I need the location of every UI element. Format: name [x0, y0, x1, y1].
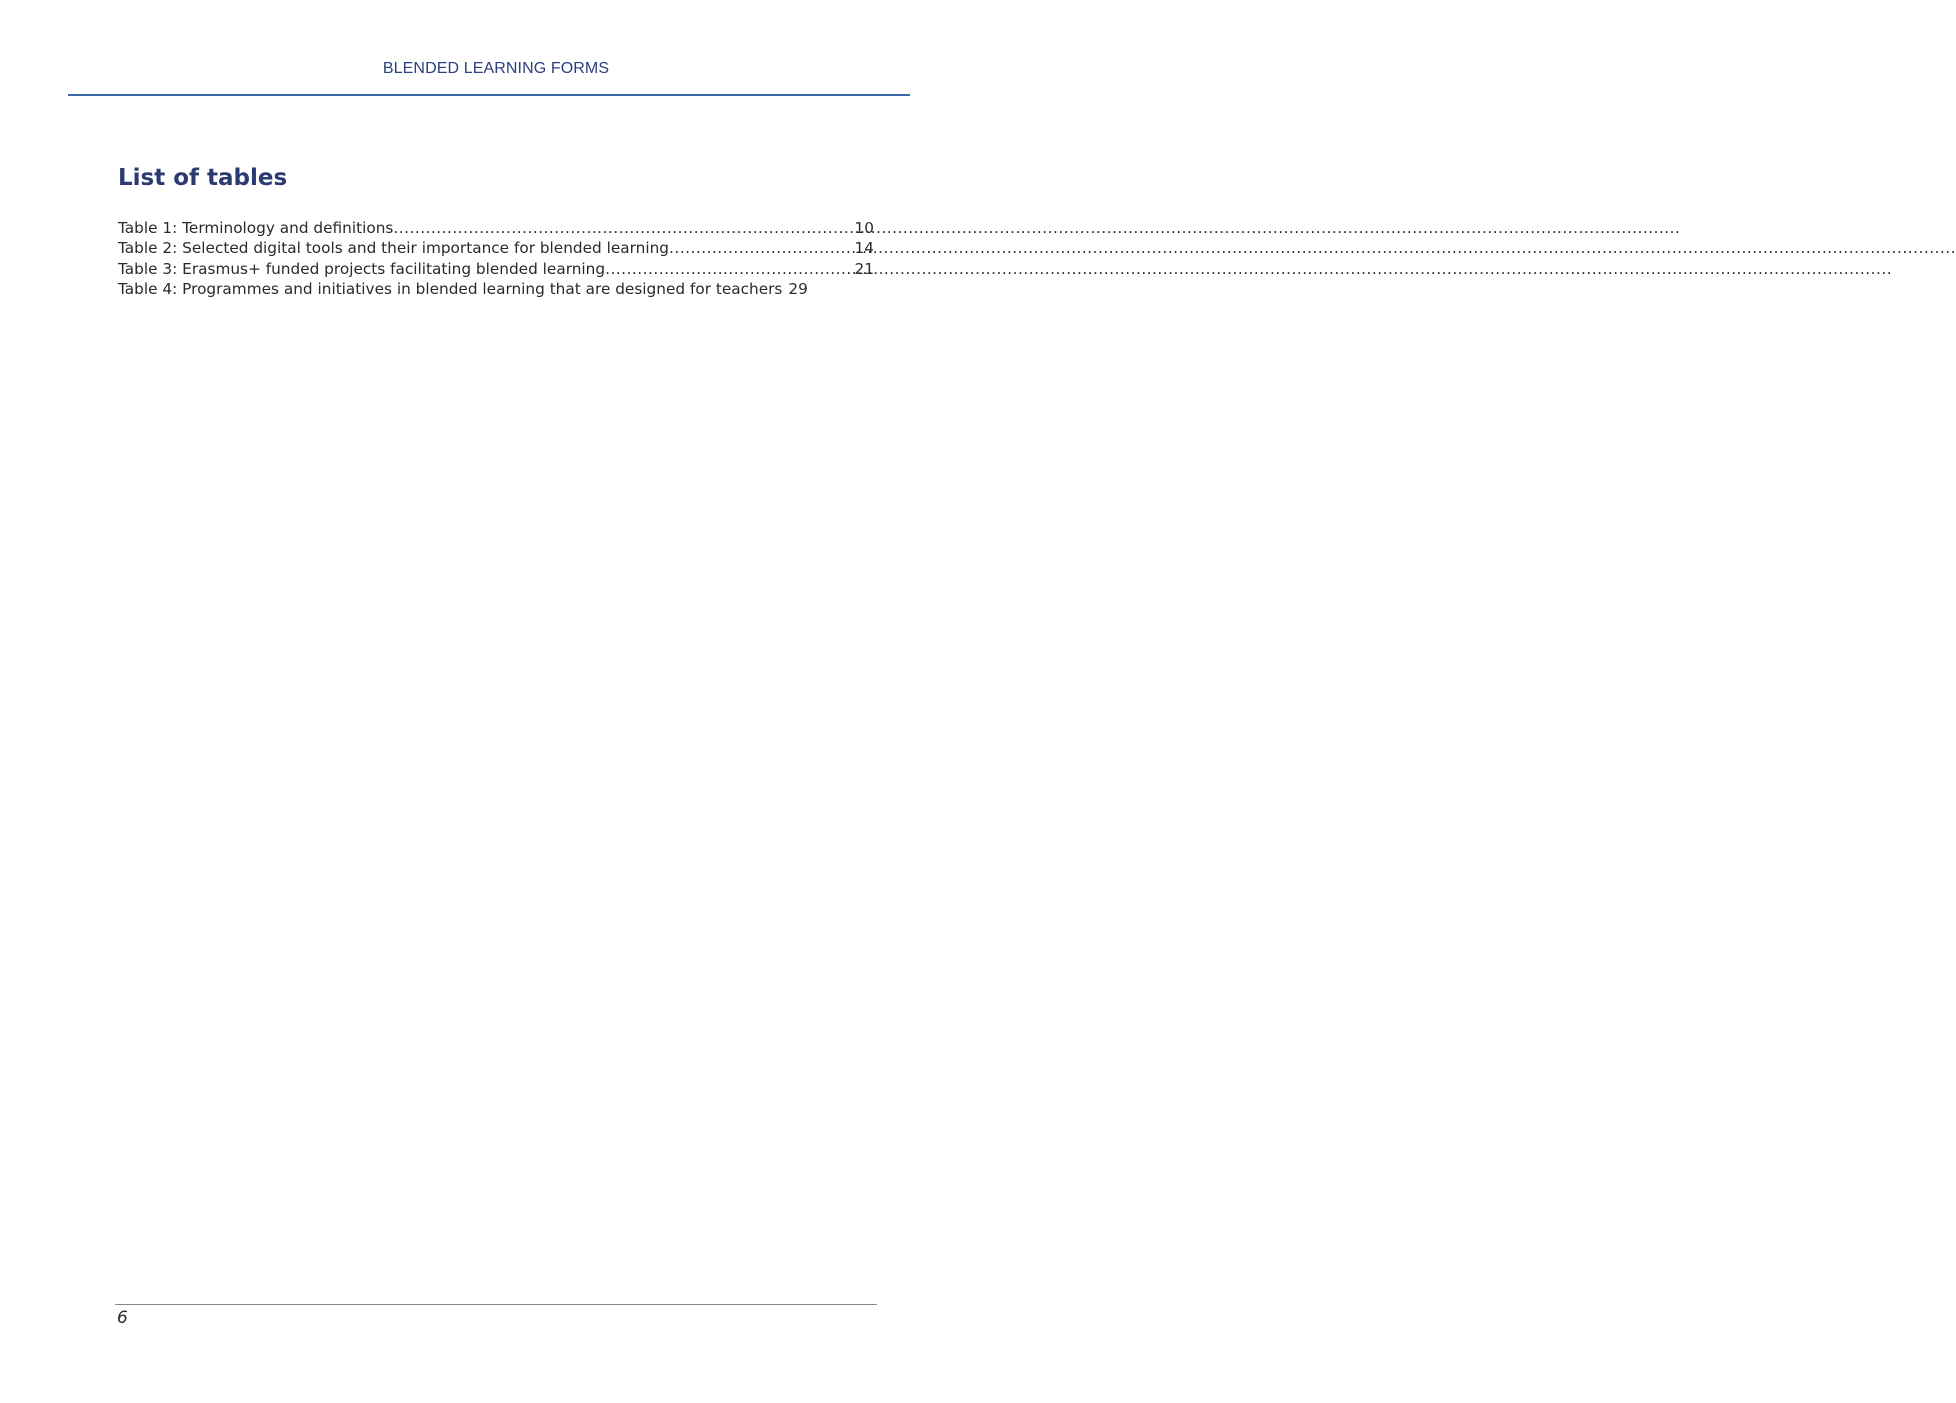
section-title: List of tables	[118, 165, 288, 191]
dot-leader	[393, 219, 853, 237]
toc-entry-label: Table 1: Terminology and definitions	[118, 219, 394, 237]
dot-leader	[669, 239, 854, 257]
toc-entry-page: 21	[854, 259, 874, 278]
toc-entry-table-3[interactable]	[118, 260, 874, 280]
dot-leader	[605, 260, 853, 278]
list-of-tables	[118, 219, 874, 301]
toc-entry-page: 10	[854, 219, 874, 237]
toc-entry-page: 29	[788, 280, 808, 299]
toc-entry-label: Table 3: Erasmus+ funded projects facilitating blended learning	[118, 259, 606, 278]
running-header: BLENDED LEARNING FORMS	[382, 60, 610, 77]
toc-entry-table-4[interactable]	[118, 280, 874, 300]
toc-entry-page: 14	[854, 239, 874, 258]
toc-entry-table-2[interactable]	[118, 239, 874, 259]
toc-entry-label: Table 4: Programmes and initiatives in blended learning that are designed for teachers	[118, 280, 783, 299]
toc-entry-label: Table 2: Selected digital tools and their importance for blended learning	[118, 239, 670, 258]
page-number: 6	[117, 1308, 128, 1328]
footer-divider	[115, 1304, 877, 1305]
header-divider	[68, 94, 910, 96]
toc-entry-table-1[interactable]	[118, 219, 874, 239]
